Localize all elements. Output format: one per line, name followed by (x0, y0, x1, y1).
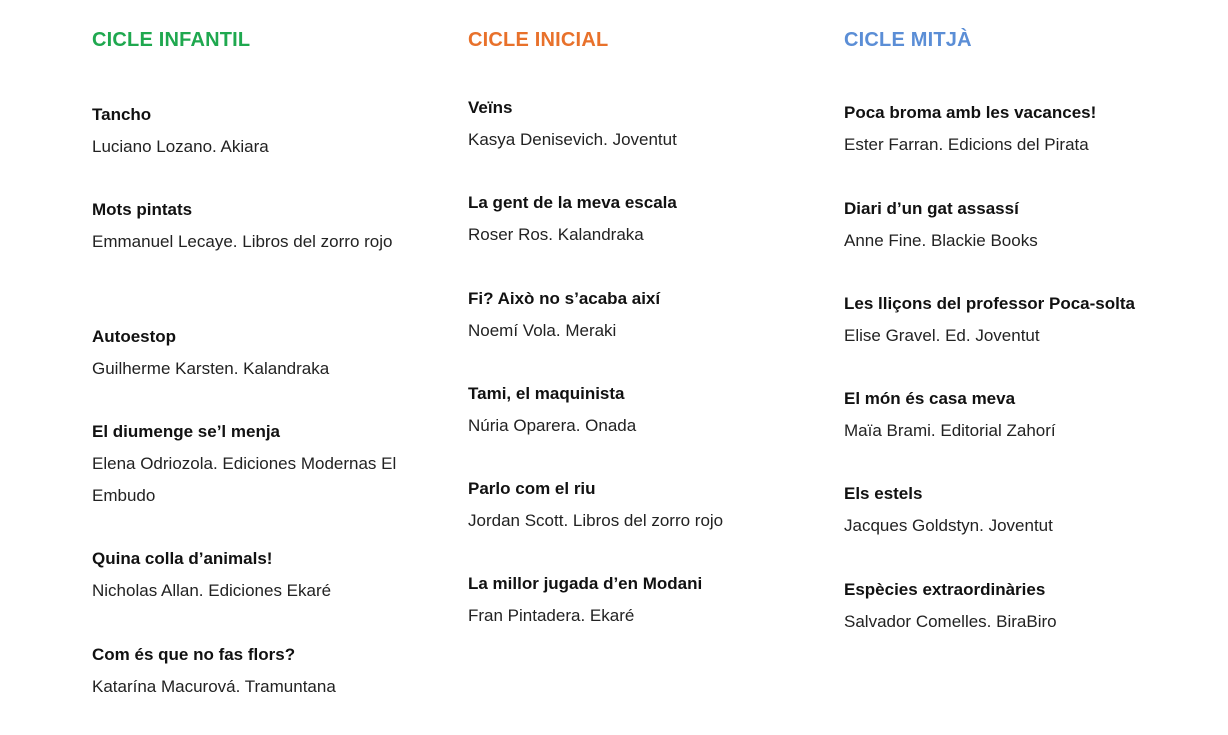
book-title: El món és casa meva (844, 389, 1016, 408)
book-entry (92, 99, 422, 163)
book-author-publisher: Noemí Vola. Meraki (468, 321, 617, 340)
column-heading: CICLE MITJÀ (844, 29, 972, 51)
book-entry (844, 383, 1174, 447)
column-heading: CICLE INFANTIL (92, 29, 251, 51)
book-title: Tancho (92, 105, 152, 124)
book-title: La millor jugada d’en Modani (468, 574, 703, 593)
book-entry (468, 187, 798, 251)
book-entry (92, 543, 422, 607)
book-title: Com és que no fas flors? (92, 645, 296, 664)
book-title: Autoestop (92, 327, 177, 346)
book-author-publisher: Núria Oparera. Onada (468, 416, 637, 435)
book-entry (92, 639, 422, 703)
book-author-publisher: Luciano Lozano. Akiara (92, 137, 269, 156)
book-author-publisher: Ester Farran. Edicions del Pirata (844, 135, 1089, 154)
book-entry (468, 92, 798, 156)
book-title: Fi? Això no s’acaba així (468, 289, 661, 308)
column-heading: CICLE INICIAL (468, 29, 609, 51)
book-entry (468, 473, 798, 537)
book-author-publisher: Jacques Goldstyn. Joventut (844, 516, 1053, 535)
book-entry (844, 97, 1174, 161)
book-title: La gent de la meva escala (468, 193, 677, 212)
book-author-publisher: Fran Pintadera. Ekaré (468, 606, 635, 625)
book-entry (468, 283, 798, 347)
book-title: Els estels (844, 484, 923, 503)
book-title: Veïns (468, 98, 513, 117)
book-entry (844, 574, 1174, 638)
book-author-publisher: Maïa Brami. Editorial Zahorí (844, 421, 1056, 440)
book-author-publisher: Nicholas Allan. Ediciones Ekaré (92, 581, 332, 600)
book-title: Espècies extraordinàries (844, 580, 1046, 599)
book-entry (844, 193, 1174, 257)
book-author-publisher: Jordan Scott. Libros del zorro rojo (468, 511, 724, 530)
book-entry (92, 416, 422, 512)
book-author-publisher: Salvador Comelles. BiraBiro (844, 612, 1057, 631)
book-title: Poca broma amb les vacances! (844, 103, 1097, 122)
book-title: Mots pintats (92, 200, 193, 219)
book-entry (844, 478, 1174, 542)
book-entry (92, 194, 422, 258)
book-author-publisher: Kasya Denisevich. Joventut (468, 130, 677, 149)
book-author-publisher: Roser Ros. Kalandraka (468, 225, 644, 244)
book-title: Tami, el maquinista (468, 384, 625, 403)
book-author-publisher: Emmanuel Lecaye. Libros del zorro rojo (92, 232, 393, 251)
book-entry (92, 321, 422, 385)
book-author-publisher: Elise Gravel. Ed. Joventut (844, 326, 1040, 345)
book-title: Les lliçons del professor Poca-solta (844, 294, 1135, 313)
book-entry (844, 288, 1174, 352)
book-entry (468, 568, 798, 632)
book-title: Quina colla d’animals! (92, 549, 273, 568)
book-title: Diari d’un gat assassí (844, 199, 1019, 218)
book-title: El diumenge se’l menja (92, 422, 281, 441)
book-entry (468, 378, 798, 442)
book-author-publisher: Anne Fine. Blackie Books (844, 231, 1038, 250)
book-author-publisher: Katarína Macurová. Tramuntana (92, 677, 336, 696)
book-title: Parlo com el riu (468, 479, 596, 498)
book-author-publisher: Guilherme Karsten. Kalandraka (92, 359, 330, 378)
book-author-publisher: Elena Odriozola. Ediciones Modernas El Embudo (92, 454, 397, 505)
